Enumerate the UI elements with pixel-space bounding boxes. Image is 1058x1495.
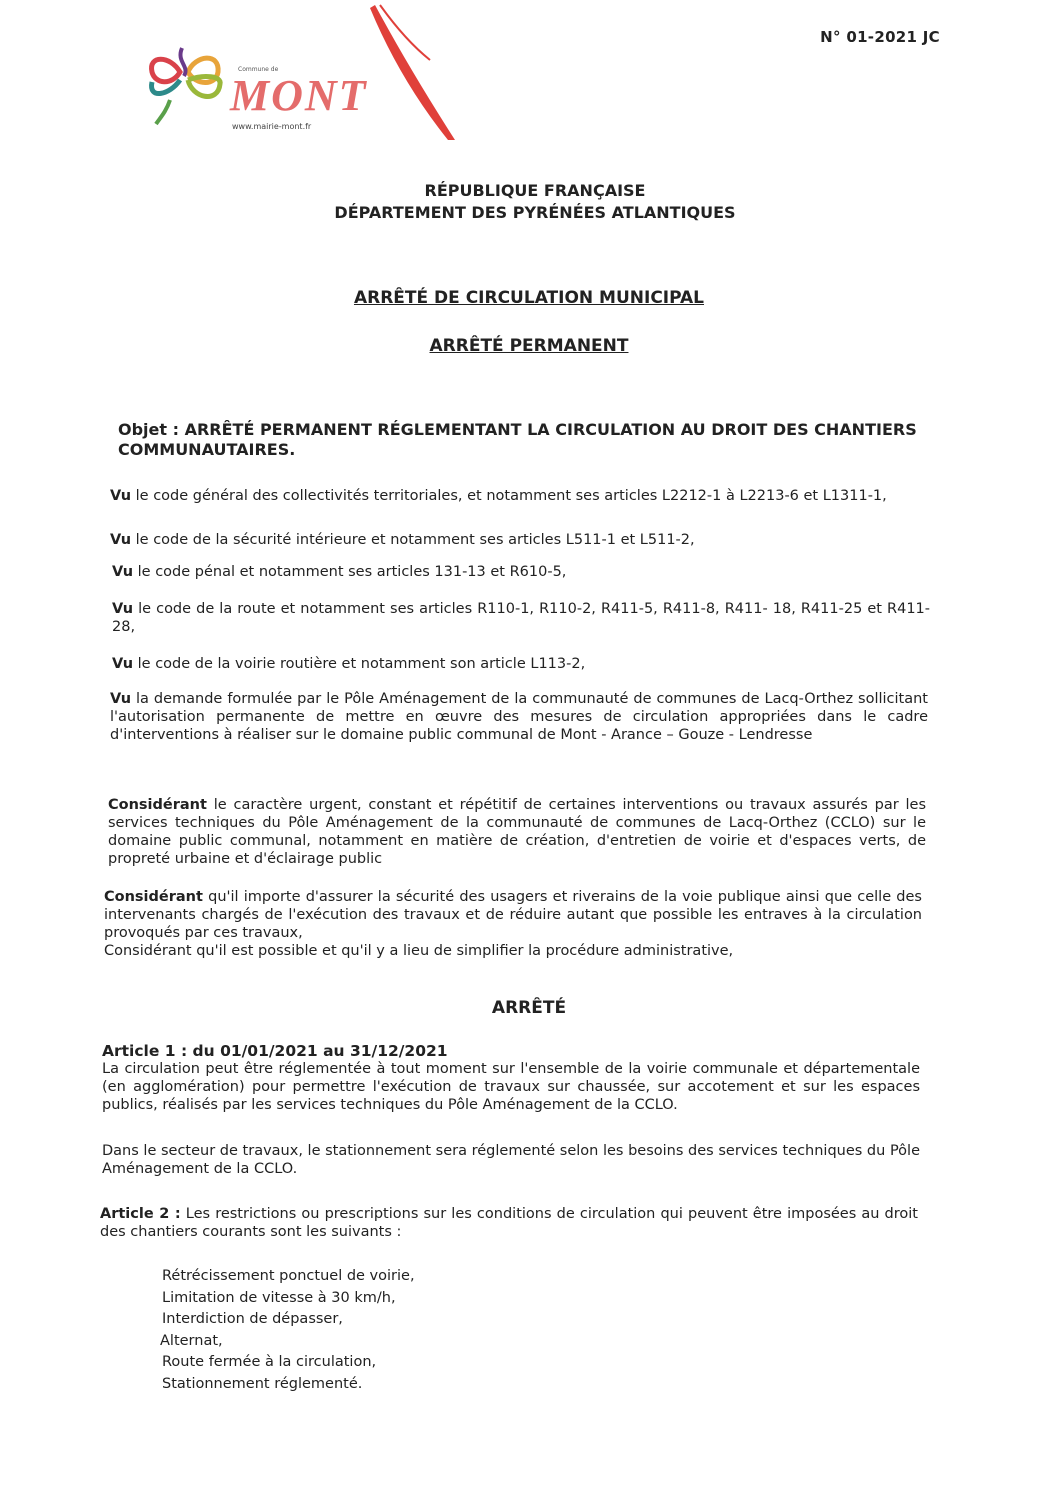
- visa-lead: Vu: [112, 601, 134, 617]
- article-1: [102, 1042, 920, 1114]
- article-2: [100, 1205, 918, 1241]
- list-item: Interdiction de dépasser,: [162, 1311, 343, 1327]
- visa-lead: Vu: [110, 488, 132, 504]
- visa-paragraph: [110, 690, 928, 744]
- commune-logo: [130, 0, 470, 150]
- list-item: Route fermée à la circulation,: [162, 1354, 377, 1370]
- list-item: Rétrécissement ponctuel de voirie,: [162, 1268, 415, 1284]
- considerant-text: qu'il importe d'assurer la sécurité des usagers et riverains de la voie publique ainsi que celle des intervenants chargés de l'exécution des travaux et de réduire autant que possible les entraves à la circulation provoqués par ces travaux,: [104, 889, 922, 941]
- visa-paragraph: [110, 531, 928, 549]
- considerant-last-text: Considérant qu'il est possible et qu'il y a lieu de simplifier la procédure administrative,: [104, 943, 734, 959]
- objet-paragraph: Objet : ARRÊTÉ PERMANENT RÉGLEMENTANT LA CIRCULATION AU DROIT DES CHANTIERS COMMUNAUTAIRES.: [118, 420, 917, 459]
- visa-text: le code de la route et notamment ses articles R110-1, R110-2, R411-5, R411-8, R411- 18, R411-25 et R411-28,: [112, 601, 930, 635]
- considerant-lead: Considérant: [108, 797, 207, 813]
- document-reference: N° 01-2021 JC: [820, 28, 940, 46]
- visa-lead: Vu: [110, 691, 132, 707]
- logo-name: MONT: [230, 71, 368, 120]
- list-item: Limitation de vitesse à 30 km/h,: [162, 1289, 396, 1306]
- visa-paragraph: [112, 655, 930, 673]
- logo-url: www.mairie-mont.fr: [232, 122, 312, 131]
- considerant-lead: Considérant: [104, 889, 203, 905]
- article-1-continued: Dans le secteur de travaux, le stationnement sera réglementé selon les besoins des services techniques du Pôle Aménagement de la CCLO.: [102, 1143, 920, 1177]
- restrictions-list: [162, 1266, 415, 1395]
- arrete-heading: ARRÊTÉ: [491, 998, 567, 1018]
- visa-text: le code de la sécurité intérieure et notamment ses articles L511-1 et L511-2,: [131, 532, 695, 548]
- considerant-paragraph: [104, 888, 922, 960]
- article-2-text: Les restrictions ou prescriptions sur les conditions de circulation qui peuvent être imposées au droit des chantiers courants sont les suivants :: [100, 1206, 918, 1240]
- header-departement: DÉPARTEMENT DES PYRÉNÉES ATLANTIQUES: [334, 203, 736, 222]
- article-1-text: La circulation peut être réglementée à tout moment sur l'ensemble de la voirie communale et départementale (en agglomération) pour permettre l'exécution de travaux sur chaussée, sur accotement et sur les espaces publics, réalisés par les services techniques du Pôle Aménagement de la CCLO.: [102, 1061, 920, 1113]
- visa-paragraph: [110, 487, 928, 505]
- visa-text: le code général des collectivités territoriales, et notamment ses articles L2212-1 à L2213-6 et L1311-1,: [131, 488, 887, 504]
- article-1-heading: Article 1 : du 01/01/2021 au 31/12/2021: [102, 1042, 448, 1060]
- visa-text: le code pénal et notamment ses articles 131-13 et R610-5,: [133, 564, 567, 580]
- visa-lead: Vu: [110, 532, 132, 548]
- article-2-heading: Article 2 :: [100, 1206, 181, 1222]
- visa-paragraph: [112, 563, 930, 581]
- document-subtitle: ARRÊTÉ PERMANENT: [429, 336, 629, 356]
- header-republique: RÉPUBLIQUE FRANÇAISE: [424, 181, 646, 200]
- considerant-paragraph: [108, 796, 926, 868]
- visa-text: la demande formulée par le Pôle Aménagement de la communauté de communes de Lacq-Orthez sollicitant l'autorisation permanente de mettre en œuvre des mesures de circulation appropriées dans le cadre d'interventions à réaliser sur le domaine public communal de Mont - Arance – Gouze - Lendresse: [110, 691, 928, 743]
- visa-text: le code de la voirie routière et notamment son article L113-2,: [133, 656, 586, 672]
- document-title: ARRÊTÉ DE CIRCULATION MUNICIPAL: [353, 288, 705, 308]
- visa-paragraph: [112, 600, 930, 636]
- document-header: [0, 180, 1058, 224]
- visa-lead: Vu: [112, 656, 134, 672]
- logo-subtitle: Commune de: [238, 66, 279, 73]
- visa-lead: Vu: [112, 564, 134, 580]
- considerant-text: le caractère urgent, constant et répétitif de certaines interventions ou travaux assurés par les services techniques du Pôle Aménagement de la communauté de communes de Lacq-Orthez (CCLO) sur le domaine public communal, notamment en matière de création, d'entretien de voirie et d'espaces verts, de propreté urbaine et d'éclairage public: [108, 797, 926, 867]
- list-item: Stationnement réglementé.: [162, 1375, 363, 1392]
- list-item: Alternat,: [160, 1332, 223, 1349]
